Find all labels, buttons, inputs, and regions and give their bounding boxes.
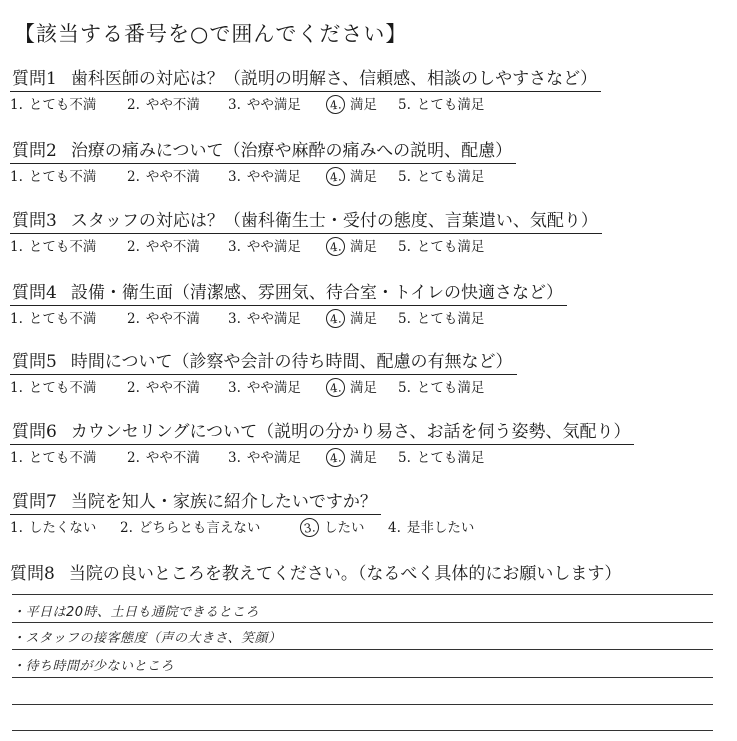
- option-1[interactable]: [10, 167, 127, 186]
- option-label: 是非したい: [406, 519, 475, 536]
- question-8-heading: [10, 563, 621, 585]
- question-heading: [10, 491, 381, 515]
- answer-line: [12, 677, 713, 678]
- option-label: とても不満: [28, 379, 97, 396]
- option-label: とても不満: [28, 310, 97, 327]
- option-1[interactable]: [10, 448, 127, 467]
- option-label: とても不満: [28, 238, 97, 255]
- option-label: やや不満: [145, 168, 200, 185]
- answer-options: [10, 378, 730, 397]
- question-heading: [10, 140, 516, 164]
- answer-line: [12, 622, 713, 623]
- option-5[interactable]: [398, 378, 484, 397]
- option-label: やや不満: [145, 379, 200, 396]
- option-3[interactable]: [228, 309, 326, 328]
- option-3[interactable]: [228, 378, 326, 397]
- answer-options: [10, 167, 730, 186]
- question-4: [10, 282, 730, 328]
- option-2[interactable]: [127, 167, 228, 186]
- option-number: 2.: [127, 238, 140, 255]
- page-title: 【該当する番号を○で囲んでください】: [14, 22, 408, 46]
- option-label: したくない: [28, 519, 97, 536]
- option-label: やや不満: [145, 238, 200, 255]
- option-5[interactable]: [398, 448, 484, 467]
- circled-option-number: 4.: [325, 236, 346, 257]
- circled-option-number: 4.: [325, 308, 346, 329]
- question-text: カウンセリングについて（説明の分かり易さ、お話を伺う姿勢、気配り）: [70, 422, 631, 442]
- option-1[interactable]: [10, 237, 127, 256]
- question-3: [10, 210, 730, 256]
- answer-options: [10, 95, 730, 114]
- question-heading: [10, 351, 517, 375]
- question-text: 当院の良いところを教えてください。（なるべく具体的にお願いします）: [68, 564, 622, 584]
- question-5: [10, 351, 730, 397]
- option-number: 3.: [228, 168, 241, 185]
- option-number: 3.: [228, 238, 241, 255]
- option-2[interactable]: [127, 309, 228, 328]
- option-number: 2.: [127, 449, 140, 466]
- answer-options: [10, 518, 730, 537]
- option-number: 3.: [228, 96, 241, 113]
- option-label: やや不満: [145, 96, 200, 113]
- option-label: とても満足: [416, 379, 485, 396]
- option-4-selected[interactable]: [326, 167, 398, 186]
- option-3-selected[interactable]: [300, 518, 388, 537]
- option-label: やや満足: [246, 449, 301, 466]
- option-number: 1.: [10, 519, 23, 536]
- option-number: 2.: [127, 379, 140, 396]
- answer-line: [12, 594, 713, 595]
- option-number: 5.: [398, 379, 411, 396]
- handwritten-answer-2: ・スタッフの接客態度（声の大きさ、笑顔）: [12, 631, 282, 646]
- option-label: 満足: [350, 379, 377, 396]
- option-label: 満足: [350, 310, 377, 327]
- option-label: とても不満: [28, 168, 97, 185]
- question-number: 質問5: [12, 352, 57, 372]
- option-number: 1.: [10, 96, 23, 113]
- option-label: とても満足: [416, 96, 485, 113]
- question-number: 質問2: [12, 141, 57, 161]
- circled-option-number: 3.: [299, 517, 320, 538]
- option-label: とても満足: [416, 168, 485, 185]
- option-2[interactable]: [127, 95, 228, 114]
- option-label: やや不満: [145, 310, 200, 327]
- option-number: 5.: [398, 310, 411, 327]
- option-label: どちらとも言えない: [138, 519, 261, 536]
- option-label: とても満足: [416, 238, 485, 255]
- option-5[interactable]: [398, 309, 484, 328]
- option-5[interactable]: [398, 167, 484, 186]
- option-label: したい: [324, 519, 365, 536]
- option-2[interactable]: [120, 518, 300, 537]
- option-number: 2.: [127, 96, 140, 113]
- question-number: 質問7: [12, 492, 57, 512]
- question-heading: [10, 210, 602, 234]
- question-text: 設備・衛生面（清潔感、雰囲気、待合室・トイレの快適さなど）: [70, 283, 563, 303]
- question-number: 質問8: [10, 564, 55, 584]
- option-4-selected[interactable]: [326, 309, 398, 328]
- option-4[interactable]: [388, 518, 474, 537]
- option-1[interactable]: [10, 518, 120, 537]
- question-text: 当院を知人・家族に紹介したいですか？: [70, 492, 377, 512]
- option-3[interactable]: [228, 448, 326, 467]
- option-5[interactable]: [398, 95, 484, 114]
- answer-options: [10, 309, 730, 328]
- option-2[interactable]: [127, 448, 228, 467]
- option-number: 1.: [10, 238, 23, 255]
- option-label: とても不満: [28, 449, 97, 466]
- question-number: 質問6: [12, 422, 57, 442]
- circled-option-number: 4.: [325, 447, 346, 468]
- option-label: 満足: [350, 449, 377, 466]
- option-2[interactable]: [127, 237, 228, 256]
- question-number: 質問3: [12, 211, 57, 231]
- question-6: [10, 421, 730, 467]
- answer-options: [10, 448, 730, 467]
- option-2[interactable]: [127, 378, 228, 397]
- option-label: やや満足: [246, 379, 301, 396]
- option-number: 2.: [120, 519, 133, 536]
- answer-line: [12, 730, 713, 731]
- option-label: とても不満: [28, 96, 97, 113]
- question-number: 質問4: [12, 283, 57, 303]
- option-number: 1.: [10, 310, 23, 327]
- option-label: やや満足: [246, 96, 301, 113]
- option-number: 2.: [127, 310, 140, 327]
- option-number: 3.: [228, 379, 241, 396]
- answer-line: [12, 704, 713, 705]
- option-number: 1.: [10, 168, 23, 185]
- option-label: やや不満: [145, 449, 200, 466]
- option-number: 5.: [398, 96, 411, 113]
- option-label: やや満足: [246, 238, 301, 255]
- question-text: 歯科医師の対応は？（説明の明解さ、信頼感、相談のしやすさなど）: [70, 69, 598, 89]
- option-4-selected[interactable]: [326, 237, 398, 256]
- option-label: 満足: [350, 168, 377, 185]
- option-number: 4.: [388, 519, 401, 536]
- question-heading: [10, 282, 567, 306]
- question-heading: [10, 68, 601, 92]
- question-text: 時間について（診察や会計の待ち時間、配慮の有無など）: [70, 352, 513, 372]
- question-2: [10, 140, 730, 186]
- circled-option-number: 4.: [325, 94, 346, 115]
- option-4-selected[interactable]: [326, 448, 398, 467]
- option-4-selected[interactable]: [326, 378, 398, 397]
- option-number: 1.: [10, 379, 23, 396]
- option-label: とても満足: [416, 310, 485, 327]
- question-text: 治療の痛みについて（治療や麻酔の痛みへの説明、配慮）: [70, 141, 513, 161]
- question-number: 質問1: [12, 69, 57, 89]
- circled-option-number: 4.: [325, 377, 346, 398]
- option-label: やや満足: [246, 168, 301, 185]
- option-label: 満足: [350, 238, 377, 255]
- option-number: 2.: [127, 168, 140, 185]
- circled-option-number: 4.: [325, 166, 346, 187]
- answer-line: [12, 649, 713, 650]
- option-number: 5.: [398, 238, 411, 255]
- option-number: 5.: [398, 449, 411, 466]
- option-number: 3.: [228, 449, 241, 466]
- question-text: スタッフの対応は？（歯科衛生士・受付の態度、言葉遣い、気配り）: [70, 211, 598, 231]
- question-heading: [10, 421, 634, 445]
- option-label: やや満足: [246, 310, 301, 327]
- option-number: 5.: [398, 168, 411, 185]
- option-1[interactable]: [10, 309, 127, 328]
- option-3[interactable]: [228, 237, 326, 256]
- option-1[interactable]: [10, 95, 127, 114]
- option-number: 3.: [228, 310, 241, 327]
- question-1: [10, 68, 730, 114]
- question-7: [10, 491, 730, 537]
- option-1[interactable]: [10, 378, 127, 397]
- option-label: とても満足: [416, 449, 485, 466]
- option-number: 1.: [10, 449, 23, 466]
- option-5[interactable]: [398, 237, 484, 256]
- option-label: 満足: [350, 96, 377, 113]
- option-3[interactable]: [228, 95, 326, 114]
- option-4-selected[interactable]: [326, 95, 398, 114]
- answer-options: [10, 237, 730, 256]
- option-3[interactable]: [228, 167, 326, 186]
- handwritten-answer-1: ・平日は20時、土日も通院できるところ: [12, 605, 260, 620]
- handwritten-answer-3: ・待ち時間が少ないところ: [12, 659, 175, 674]
